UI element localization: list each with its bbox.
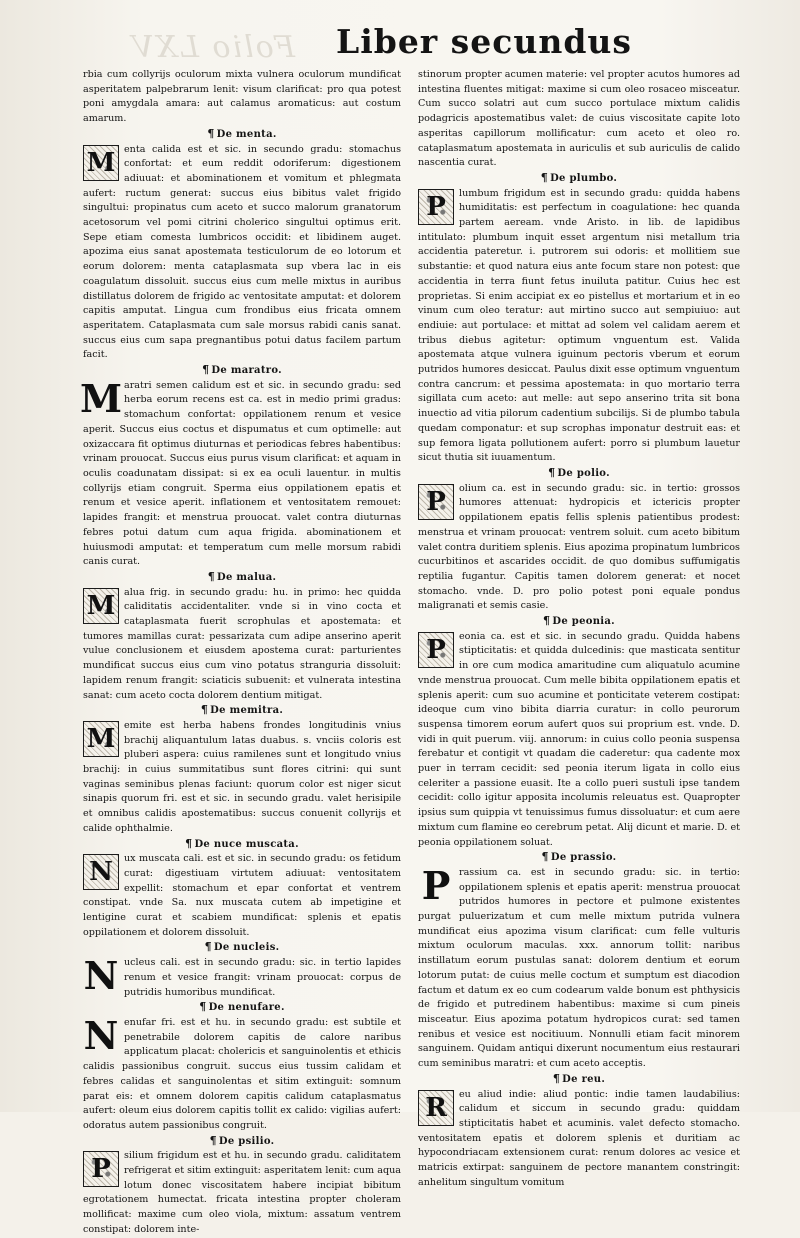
rubric-text: De nenufare. [208,1002,285,1014]
entry-body: rassium ca. est in secundo gradu: sic. in tertio: oppilationem splenis et epatis aperit: menstrua prouocat putridos humores in pectore et pulmone existentes purgat puluerizatum et cum melle mixtum putrida vulnera mundificat eius apozima visum clarificat: cum felle vulturis mixtum oculorum maculas. xxx. annorum tollit: naribus instillatum eorum pustulas sanat: dolorem dentium et eorum lotorum putat: de cuius melle coctum et sumptum est diacodion factum et datum ex eo cum codearum valde bonum est phthysicis de frigido et putredinem habentibus: maxime si cum pineis misceatur. Eius apozima potatum hydropicos curat: sed tamen renibus et vesice est nocitiuum. Nonnulli etiam facit minorem sanguinem. Quidam antiqui dixerunt nocumentum eius restaurari cum seminibus maratri: et cum aceto acceptis. [418,866,740,1070]
rubric-text: De nucleis. [213,942,280,954]
entry-text [83,953,401,1000]
rubric-text: De malua. [217,571,277,583]
entry-rubric [83,837,401,853]
entry-body: emite est herba habens frondes longitudinis vnius brachij aliquantulum latas duabus. s. vnciis coloris est pluberi aspera: cuius ramilenes sunt et longitudo vnius brachij: in cuius summitatibus sunt flores citrini: qui sunt vaginas seminibus plenas faciunt: quorum color est niger sicut sinapis quorum fri. est et sic. in secundo gradu. valet herisipile et omnibus calidis apostematibus: succus conuenit collyrijs et calide ophthalmie. [83,719,401,834]
entry-text [418,187,740,466]
entry-rubric [418,1072,740,1088]
column-intro: stinorum propter acumen materie: vel propter acutos humores ad intestina fluentes mitigat: maxime si cum oleo rosaceo misceatur. Cum succo solatri aut cum succo portulace mixtum calidis podagricis apostematibus valet: de cuius viscositate capite loto asperitas capillorum mollificatur: cum aceto et oleo ro. cataplasmatum apostemata in auriculis et sub auriculis de calido nascentia curat. [418,69,740,169]
entry-rubric [418,171,740,187]
column-intro: rbia cum collyrijs oculorum mixta vulnera oculorum mundificat asperitatem palpebrarum lenit: visum clarificat: pro qua potest poni amygdala amara: aut calamus aromaticus: aut costum amarum. [83,69,401,125]
rubric-text: De memitra. [210,705,284,717]
entry-body: alua frig. in secundo gradu: hu. in primo: hec quidda caliditatis accidentaliter. vnde si in vino cocta et cataplasmata fuerit scrophulas et apostemata: et tumores mamillas curat: pessarizata cum adipe anserino aperit vulue conclusionem et eiusdem apostema curat: parturientes mundificat succus eius cum vino potatus stranguria dissoluit: lapidem renum frangit: sciaticis subuenit: et vulnerata intestina sanat: cum aceto cocta dolorem dentium mitigat. [83,586,401,701]
right-column [418,68,740,1188]
entry [83,127,401,363]
entry-rubric [83,363,401,379]
entry-rubric [83,570,401,586]
decorated-initial: M [83,721,119,757]
entry [83,1000,401,1133]
entry-body: olium ca. est in secundo gradu: sic. in tertio: grossos humores attenuat: hydropicis et ictericis propter oppilationem epatis fellis splenis patientibus prodest: menstrua et vrinam prouocat: ventrem soluit. cum aceto bibitum valet contra duritiem splenis. Eius apozima propinatum lumbricos cucurbitinos et ascarides occidit. de quo domibus suffumigatis reptilia fugantur. Capitis tamen dolorem generat: et nocet stomacho. vnde. D. pro polio potest poni equale pondus maligranati et semis casie. [418,482,740,612]
decorated-initial: P [421,862,451,908]
decorated-initial: P [418,189,454,225]
entry-body: lumbum frigidum est in secundo gradu: quidda habens humiditatis: est perfectum in coagulatione: hec quanda partem aeream. vnde Aristo. in lib. de lapidibus intitulato: plumbum inquit esset argentum nisi metallum tria accidentia pateretur. i. putrorem sui odoris: et mollitiem sue substantie: et quod natura eius ante focum stare non potest: que accidentia in terra fiunt fetus inuiluta patitur. Cuius hec est proprietas. Si enim accipiat ex eo pistellus et mortarium et in eo vinum cum oleo teratur: aut mirtino succo aut sempiuiuo: aut endiuie: aut portulace: et mittat ad solem vel calidam aerem et tribus diebus agitetur: optimum vnguentum est. Valida apostemata atque vulnera iguinum pectoris vberum et eorum putridos humores desiccat. Paulus dixit esse optimum vnguentum contra cancrum: et pessima apostemata: in quo mortario terra sigillata cum aceto: aut melle: aut sepo anserino trita sit bona inuectio ad vitia pilorum cadentium subcilijs. Si de plumbo tabula quedam componatur: et sup scrophas imponatur destruit eas: et sup femora ligata pollutionem aufert: porro si plumbum lauetur sicut thutia sit iuuamentum. [418,187,740,464]
right-entries [418,171,740,1191]
rubric-text: De nuce muscata. [194,838,299,850]
pilcrow-icon: ¶ [202,363,210,377]
entry-body: enufar fri. est et hu. in secundo gradu: est subtile et penetrabile dolorem capitis de calore naribus applicatum placat: cholericis et sanguinolentis et ethicis calidis passionibus congruit. succus eius tussim calidam et febres calidas et sanguinolentas et sitim extinguit: somnum parat eis: et omnem dolorem capitis calidum cataplasmatus aufert: oleum eius dolorem capitis tollit ex calido: vigilias aufert: odoratus autem passionibus congruit. [83,1017,401,1131]
entry-text [83,586,401,704]
entry [83,703,401,836]
decorated-initial: P [418,484,454,520]
pilcrow-icon: ¶ [548,465,556,479]
entry [83,570,401,703]
entry-text [83,143,401,364]
entry-text [79,375,401,570]
bleed-through-text: Folio LXV [130,30,295,65]
pilcrow-icon: ¶ [209,1133,217,1147]
pilcrow-icon: ¶ [540,170,549,184]
rubric-text: De peonia. [552,616,615,628]
entry-text [83,1013,401,1134]
decorated-initial: M [83,145,119,181]
pilcrow-icon: ¶ [207,569,215,583]
entry-body: eonia ca. est et sic. in secundo gradu. Quidda habens stipticitatis: et quidda dulcedinis: que masticata sentitur in ore cum modica amaritudine cum aliquatulo acumine vnde menstrua prouocat. Cum melle bibita oppilationem epatis et splenis aperit: cum suo acumine et ponticitate veterem costipat: ideoque cum vino bibita diarria curatur: in collo peurorum suspensa timorem eorum aufert quos sui proprium est. vnde. D. vidi in quit puerum. viij. annorum: in cuius collo peonia suspensa ferebatur et contigit vt quadam die caderetur: qua cadente mox puer in terram cecidit: sed peonia iterum ligata in collo eius celeriter a passione euasit. Ite a collo pueri sustuli ipse tandem cecidit: collo igitur apposita incolumis releuatus est. Quapropter ipsius sum quippia vt tenuissimus fumus dissoluatur: et cum aere mixtum cum flamine eo cerebrum petat. Alij dicunt et marie. D. et peonia oppilationem soluat. [418,630,740,848]
rubric-text: De polio. [557,467,610,479]
rubric-text: De maratro. [211,365,282,377]
decorated-initial: M [79,375,123,421]
rubric-text: De prassio. [550,852,617,864]
decorated-initial: P [418,632,454,668]
entry-text [418,630,740,851]
entry-rubric [418,850,740,866]
decorated-initial: M [83,588,119,624]
entry [418,850,740,1072]
entry-rubric [83,127,401,143]
rubric-text: De psilio. [218,1135,275,1147]
decorated-initial: N [83,1013,119,1058]
pilcrow-icon: ¶ [204,940,212,954]
entry-body: eu aliud indie: aliud pontic: indie tamen laudabilius: calidum et siccum in secundo gradu: quiddam stipticitatis habet et acuminis. valet defecto stomacho. ventositatem epatis et dolorem splenis et duritiam ac hypocondriacam extensionem curat: renum dolores ac vesice et matricis extirpat: sanguinem de pectore manantem constringit: anhelitum singultum vomitum [418,1088,740,1188]
entry-text [83,852,401,940]
decorated-initial: N [83,854,119,890]
pilcrow-icon: ¶ [552,1071,561,1085]
pilcrow-icon: ¶ [199,1000,207,1014]
rubric-text: De reu. [562,1073,606,1085]
rubric-text: De plumbo. [550,172,618,184]
entry [83,940,401,1000]
pilcrow-icon: ¶ [543,614,551,628]
pilcrow-icon: ¶ [207,126,215,140]
entry-body: enta calida est et sic. in secundo gradu: stomachus confortat: et eum reddit odoriferum: digestionem adiuuat: et abominationem et vomitum et phlegmata aufert: ructum generat: succus eius bibitus valet frigido singultui: propinatus cum aceto et succo malorum granatorum acetosorum vel pomi citrini cholerico singultui optimus erit. Sepe etiam comesta lumbricos occidit: et libidinem auget. apozima eius sanat apostemata testiculorum de eo lotorum et eorum dolorem: menta cataplasmata sup vbera lac in eis coagulatum dissoluit. succus eius cum melle mixtus in auribus distillatus dolorem de frigido ac ventositate amputat: et dolorem capitis amputat. Lingua cum frondibus eius fricata omnem asperitatem. Cataplasmata cum sale morsus rabidi canis sanat. succus eius cum sapa pregnantibus potui datus facilem partum facit. [83,143,401,361]
pilcrow-icon: ¶ [200,703,209,717]
entry-body: ux muscata cali. est et sic. in secundo gradu: os fetidum curat: digestiuam virtutem adiuuat: ventositatem expellit: stomachum et epar confortat et ventrem constipat. vnde Sa. nux muscata cutem ab impetigine et lentigine curat et scabiem mundificat: splenis et epatis oppilationem et dolorem dissoluit. [83,853,401,938]
entry [418,614,740,850]
left-entries [79,126,401,1238]
entry [79,363,401,570]
entry-body: silium frigidum est et hu. in secundo gradu. caliditatem refrigerat et sitim extinguit: asperitatem lenit: cum aqua lotum donec viscositatem habere incipiat bibitum egrotationem humectat. fricata intestina propter choleram mollificat: maxime cum oleo viola, mixtum: assatum ventrem constipat: dolorem inte- [83,1150,401,1235]
entry-rubric [83,1134,401,1150]
entry-body: aratri semen calidum est et sic. in secundo gradu: sed herba eorum recens est ca. est in medio primi gradus: stomachum confortat: oppilationem renum et vesice aperit. Succus eius coctus et dispumatus et cum optimelle: aut oxizaccara fit optimus diuturnas et periodicas febres habentibus: vrinam prouocat. Succus eius purus visum clarificat: et aquam in oculis coadunatam dissipat: si ex ea oculi lauentur. in multis collyrijs etiam congruit. Sperma eius oppilationem epatis et renum et vesice aperit. inflationem et ventositatem remouet: lapides frangit: et menstrua prouocat. valet contra diuturnas febres potui datum cum aqua frigida. abominationem et huiusmodi amputat: et temperatum cum melle morsum rabidi canis curat. [83,379,401,568]
entry-text [83,719,401,837]
entry-text [418,862,740,1072]
entry-rubric [83,1000,401,1016]
entry-rubric [418,614,740,630]
rubric-text: De menta. [216,128,277,140]
pilcrow-icon: ¶ [185,836,193,850]
entry-text [83,1149,401,1237]
entry [418,466,740,614]
entry [418,171,740,466]
entry-rubric [83,703,401,719]
page-title: Liber secundus [336,22,632,61]
entry-rubric [418,466,740,482]
entry [418,1072,740,1191]
entry-text [418,1088,740,1191]
decorated-initial: N [83,953,119,999]
pilcrow-icon: ¶ [541,850,549,864]
entry-text [418,482,740,614]
entry-rubric [83,940,401,956]
entry [83,1134,401,1238]
entry [83,837,401,941]
decorated-initial: P [83,1151,119,1187]
left-column [79,68,401,1235]
entry-body: ucleus cali. est in secundo gradu: sic. in tertio lapides renum et vesice frangit: vrinam prouocat: corpus de putridis humoribus mundificat. [124,957,401,998]
decorated-initial: R [418,1090,454,1126]
